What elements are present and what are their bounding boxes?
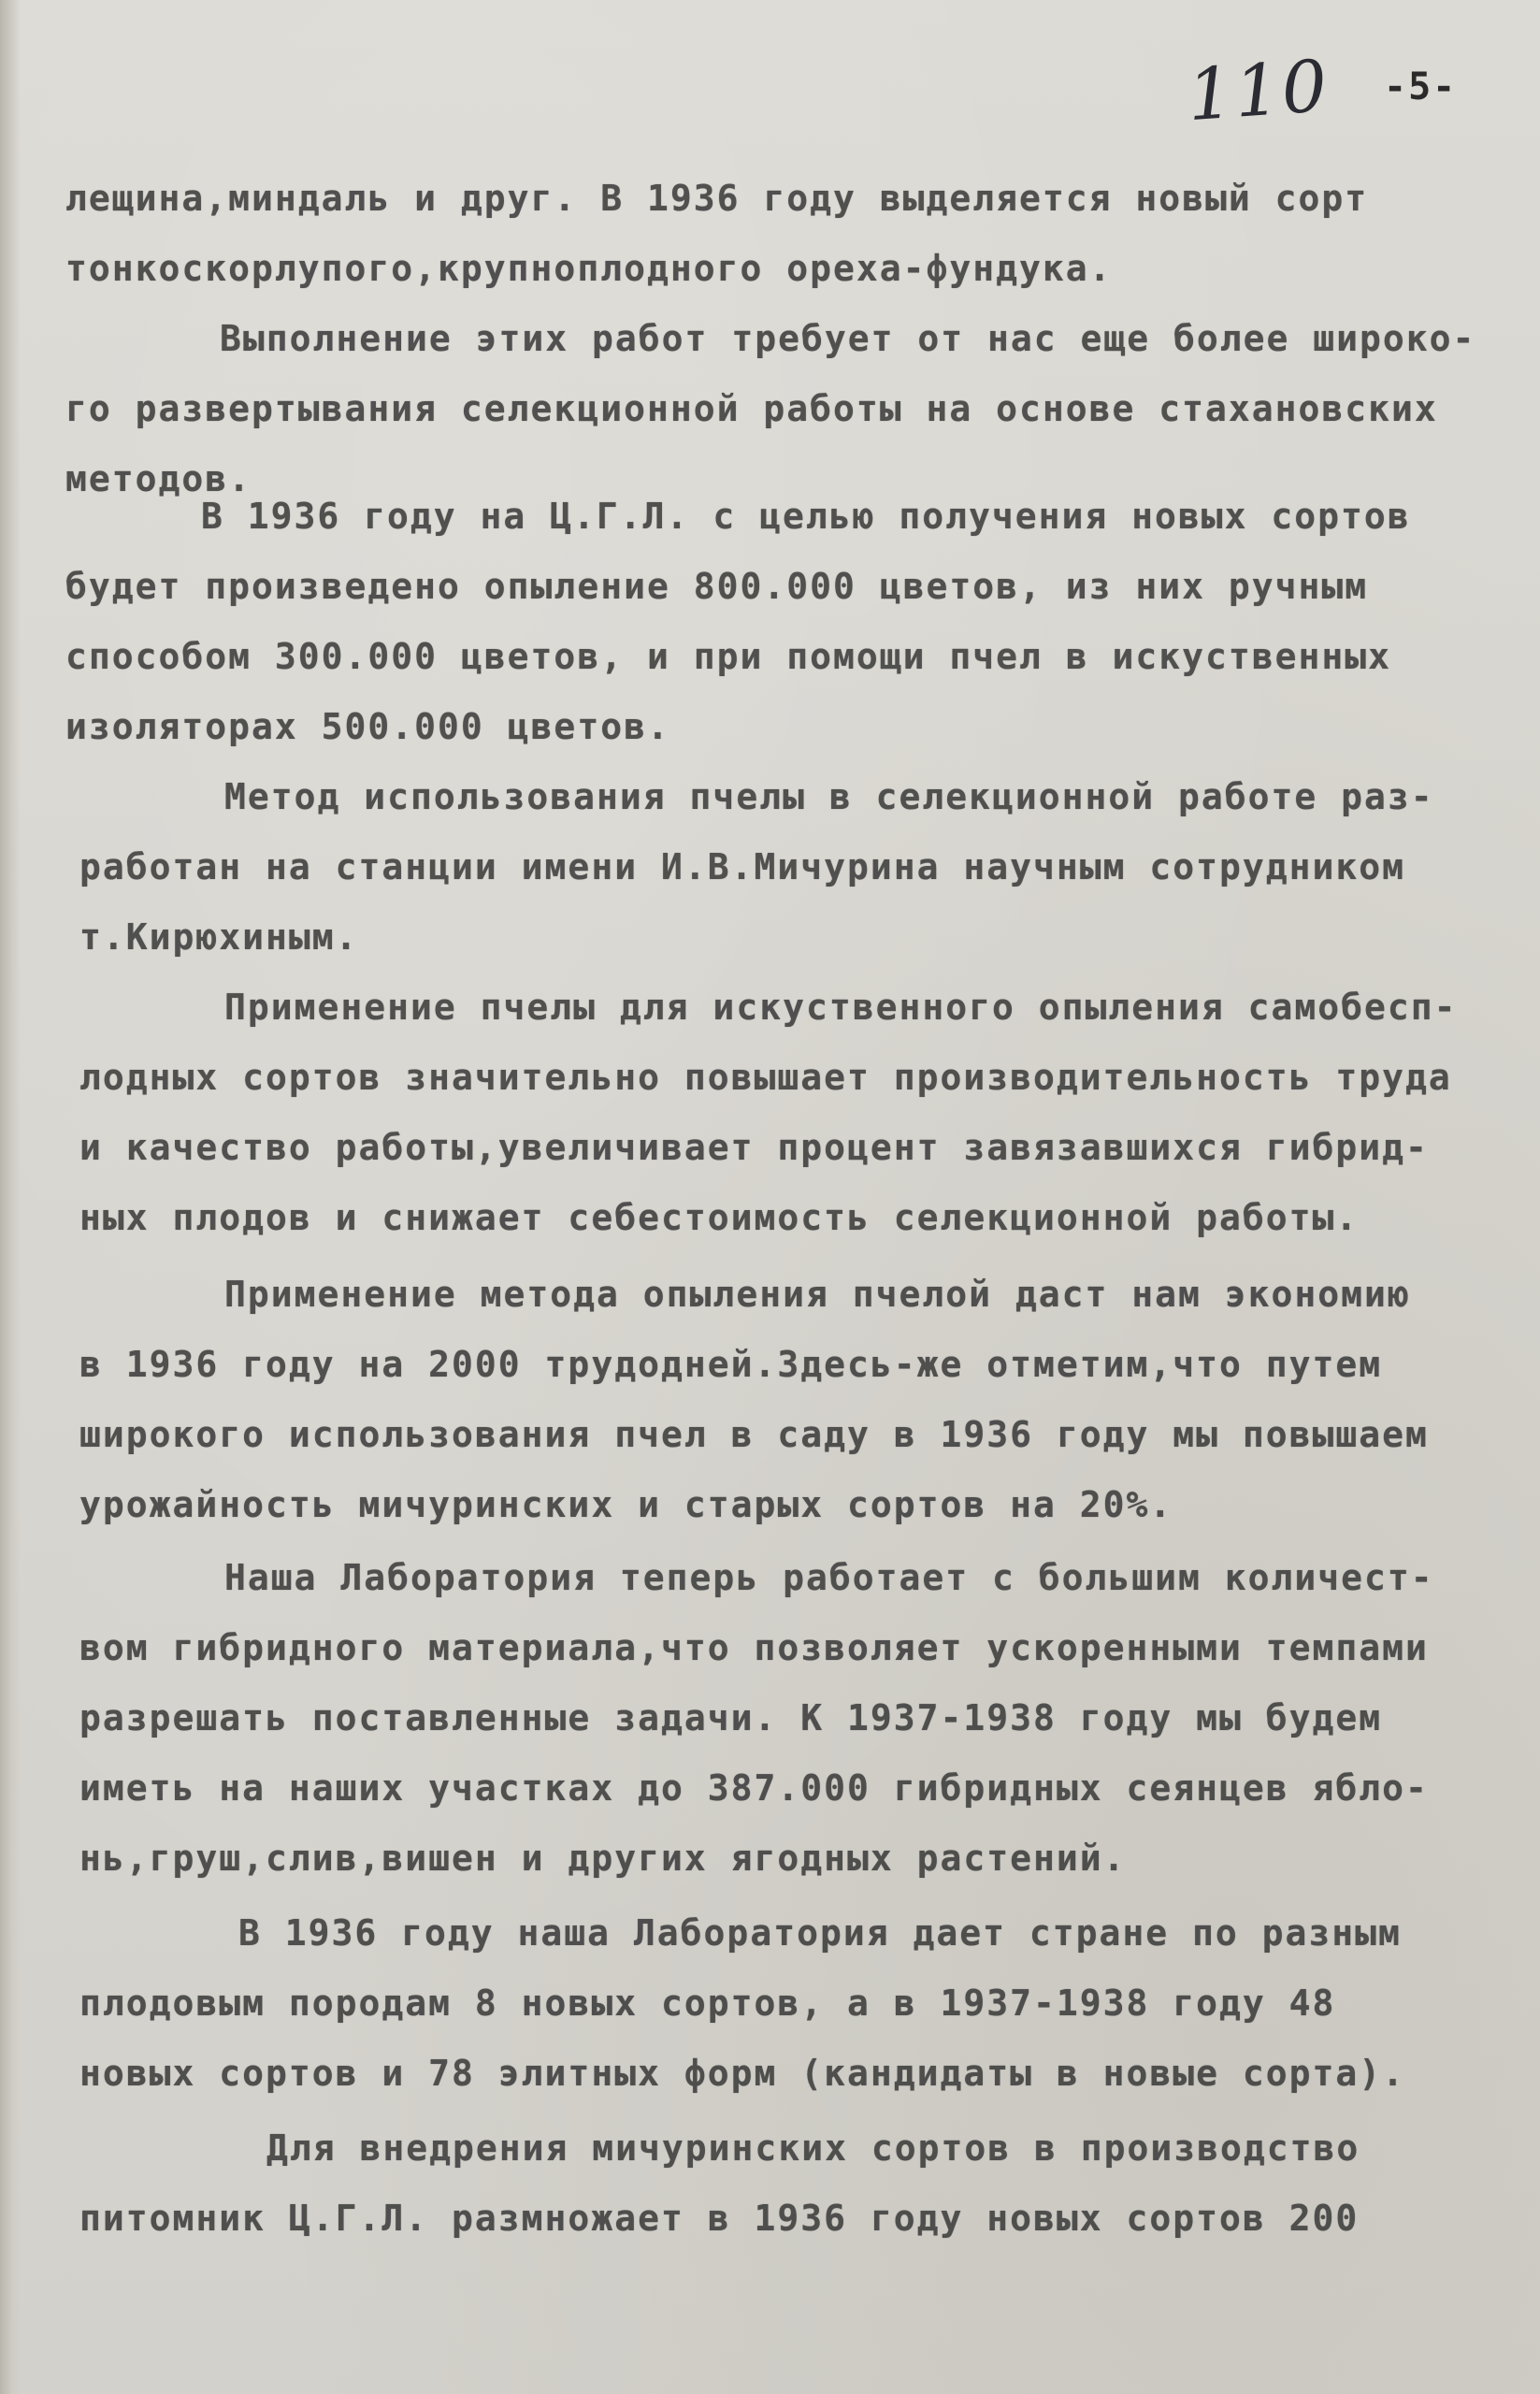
text-line: лещина,миндаль и друг. В 1936 году выделяется новый сорт	[65, 178, 1369, 219]
text-line: изоляторах 500.000 цветов.	[65, 706, 670, 747]
text-line: иметь на наших участках до 387.000 гибридных сеянцев ябло-	[79, 1767, 1429, 1809]
text-line: Применение метода опыления пчелой даст нам экономию	[224, 1274, 1411, 1315]
text-line: Применение пчелы для искуственного опыления самобесп-	[224, 987, 1458, 1028]
text-line: тонкоскорлупого,крупноплодного ореха-фундука.	[65, 248, 1113, 289]
text-line: работан на станции имени И.В.Мичурина научным сотрудником	[79, 846, 1406, 887]
text-line: Наша Лаборатория теперь работает с большим количест-	[224, 1557, 1434, 1598]
text-line: способом 300.000 цветов, и при помощи пчел в искуственных	[65, 636, 1392, 677]
text-line: В 1936 году наша Лаборатория дает стране по разным	[238, 1912, 1402, 1954]
text-line: т.Кирюхиным.	[79, 916, 359, 958]
text-line: ных плодов и снижает себестоимость селекционной работы.	[79, 1197, 1360, 1238]
text-line: питомник Ц.Г.Л. размножает в 1936 году новых сортов 200	[79, 2198, 1360, 2239]
text-line: новых сортов и 78 элитных форм (кандидаты в новые сорта).	[79, 2053, 1406, 2094]
text-line: нь,груш,слив,вишен и других ягодных растений.	[79, 1838, 1127, 1879]
text-line: методов.	[65, 458, 252, 499]
text-line: плодовым породам 8 новых сортов, а в 1937-1938 году 48	[79, 1983, 1336, 2024]
text-line: разрешать поставленные задачи. К 1937-1938 году мы будем	[79, 1697, 1383, 1738]
text-line: Для внедрения мичуринских сортов в производство	[266, 2127, 1360, 2169]
text-line: и качество работы,увеличивает процент завязавшихся гибрид-	[79, 1127, 1429, 1168]
text-line: В 1936 году на Ц.Г.Л. с целью получения новых сортов	[201, 496, 1411, 537]
text-line: вом гибридного материала,что позволяет ускоренными темпами	[79, 1627, 1429, 1668]
page-edge-shadow	[0, 0, 21, 2394]
archive-page-number: 110	[1185, 43, 1331, 137]
text-line: Метод использования пчелы в селекционной работе раз-	[224, 776, 1434, 817]
text-line: урожайность мичуринских и старых сортов на 20%.	[79, 1484, 1173, 1525]
text-line: Выполнение этих работ требует от нас еще более широко-	[220, 318, 1476, 359]
text-line: го развертывания селекционной работы на основе стахановских	[65, 388, 1438, 429]
text-line: в 1936 году на 2000 трудодней.Здесь-же отметим,что путем	[79, 1344, 1383, 1385]
text-line: широкого использования пчел в саду в 1936 году мы повышаем	[79, 1414, 1429, 1455]
text-line: будет произведено опыление 800.000 цветов, из них ручным	[65, 566, 1369, 607]
text-line: лодных сортов значительно повышает производительность труда	[79, 1057, 1452, 1098]
page-number: -5-	[1384, 65, 1458, 108]
